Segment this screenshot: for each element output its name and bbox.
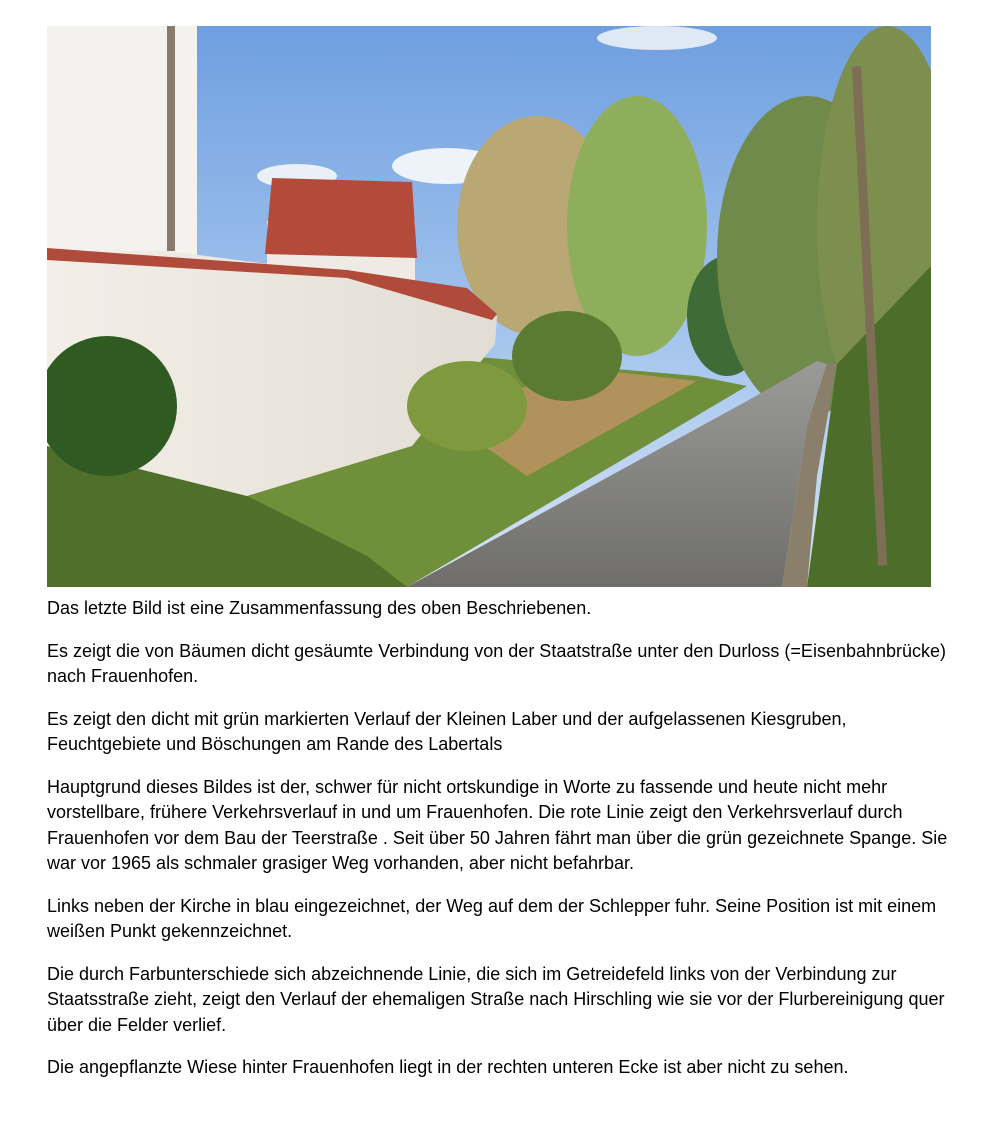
paragraph-laber: Es zeigt den dicht mit grün markierten Verlauf der Kleinen Laber und der aufgelassenen Kiesgruben, Feuchtgebiete und Böschungen am Rande des Labertals <box>47 708 847 754</box>
article-text <box>47 596 952 1098</box>
paragraph-summary: Das letzte Bild ist eine Zusammenfassung des oben Beschriebenen. <box>47 598 592 618</box>
village-road-photo <box>47 26 931 587</box>
paragraph-connection: Es zeigt die von Bäumen dicht gesäumte Verbindung von der Staatstraße unter den Durloss (=Eisenbahnbrücke) nach Frauenhofen. <box>47 640 947 686</box>
paragraph-tractor-path: Links neben der Kirche in blau eingezeichnet, der Weg auf dem der Schlepper fuhr. Seine Position ist mit einem weißen Punkt gekennzeichnet. <box>47 895 937 941</box>
paragraph-meadow: Die angepflanzte Wiese hinter Frauenhofen liegt in der rechten unteren Ecke ist aber nicht zu sehen. <box>47 1057 849 1077</box>
paragraph-old-road: Die durch Farbunterschiede sich abzeichnende Linie, die sich im Getreidefeld links von der Verbindung zur Staatsstraße zieht, zeigt den Verlauf der ehemaligen Straße nach Hirschling wie sie vor der Flurbereinigung quer über die Felder verlief. <box>47 963 945 1035</box>
paragraph-traffic-history: Hauptgrund dieses Bildes ist der, schwer für nicht ortskundige in Worte zu fassende und heute nicht mehr vorstellbare, frühere Verkehrsverlauf in und um Frauenhofen. Die rote Linie zeigt den Verkehrsverlauf durch Frauenhofen vor dem Bau der Teerstraße . Seit über 50 Jahren fährt man über die grün gezeichnete Spange. Sie war vor 1965 als schmaler grasiger Weg vorhanden, aber nicht befahrbar. <box>47 776 948 873</box>
